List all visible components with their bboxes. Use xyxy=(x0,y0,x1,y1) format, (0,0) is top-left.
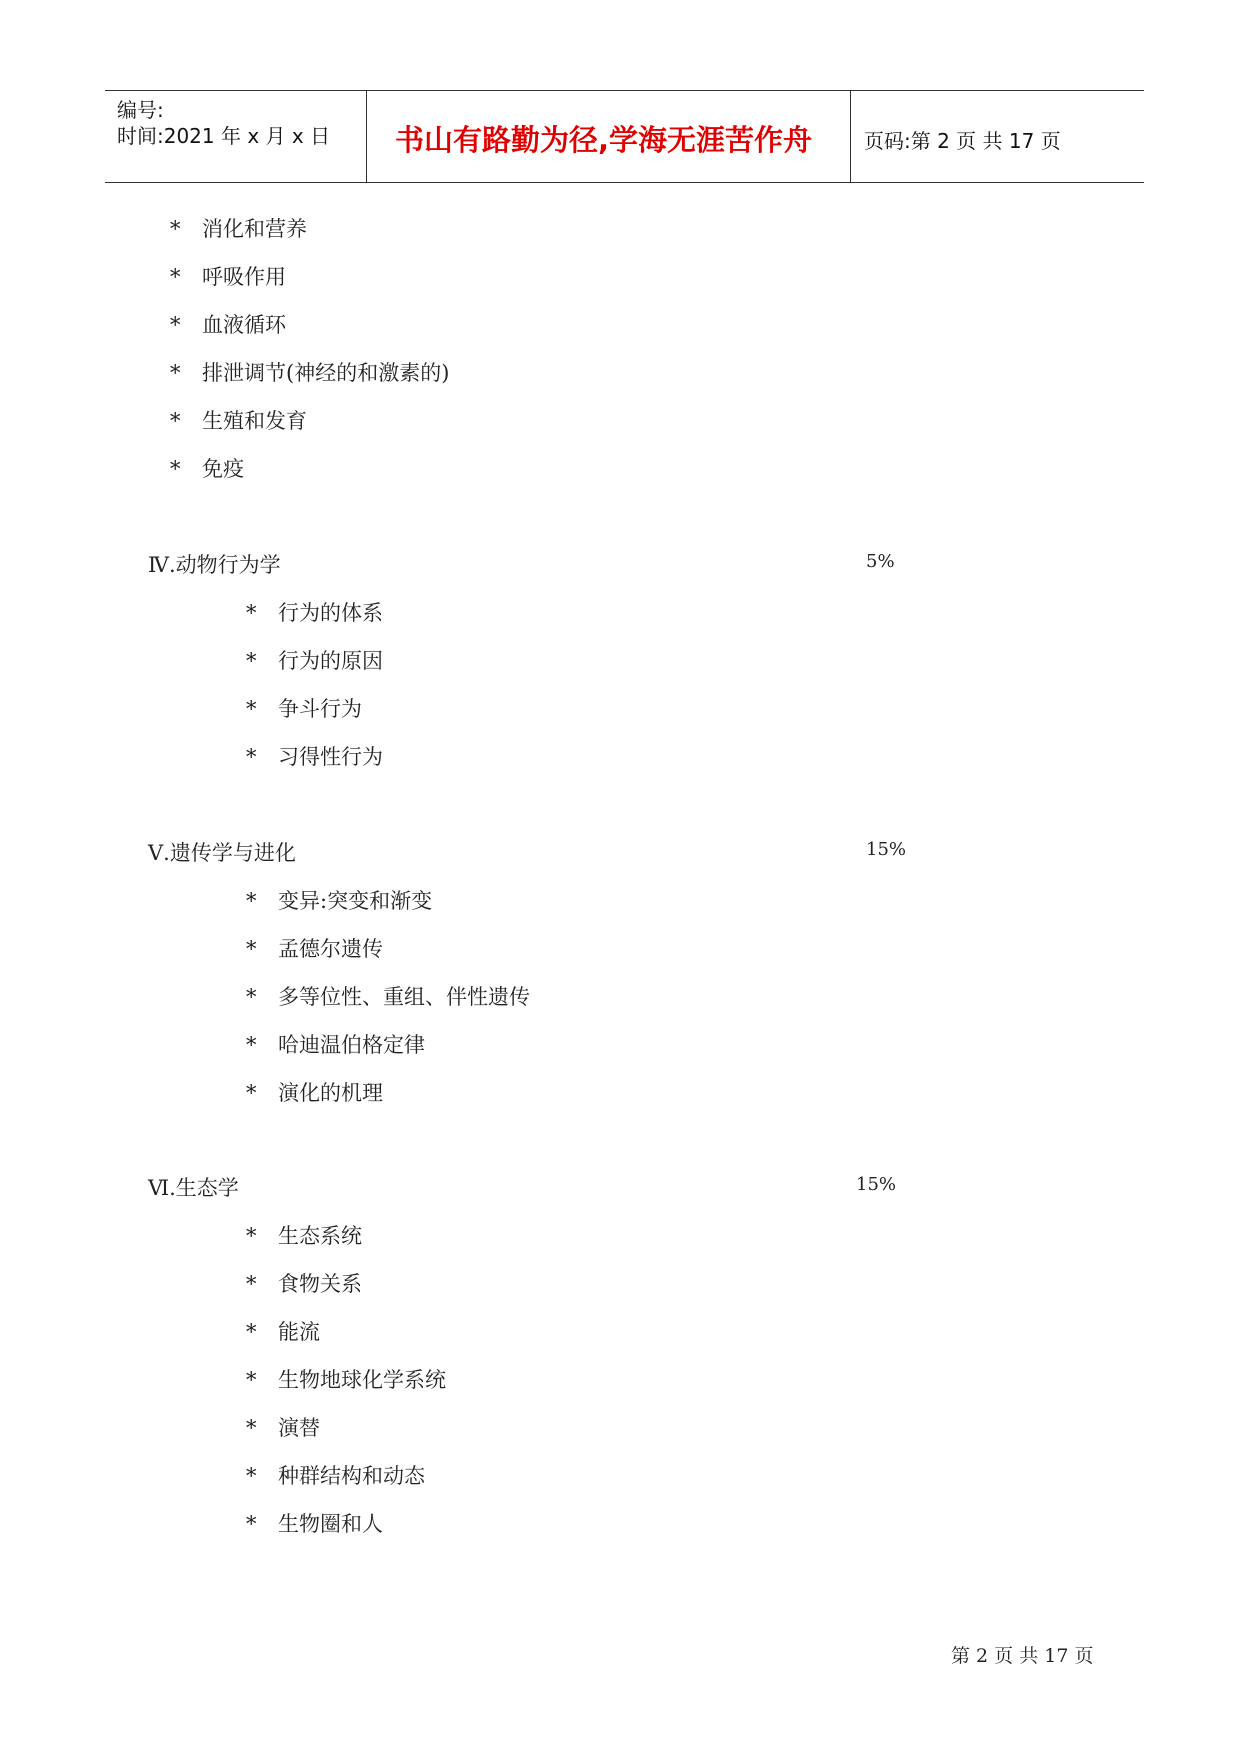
list-item: * 呼吸作用 xyxy=(170,265,286,289)
list-item: * 习得性行为 xyxy=(246,745,383,769)
header-number-label: 编号: xyxy=(117,98,164,122)
list-item: * 排泄调节(神经的和激素的) xyxy=(170,361,450,385)
section-percent: 15% xyxy=(866,839,907,860)
list-item: * 能流 xyxy=(246,1320,320,1344)
list-item: * 哈迪温伯格定律 xyxy=(246,1033,425,1057)
page-footer: 第 2 页 共 17 页 xyxy=(951,1645,1094,1667)
list-item: * 争斗行为 xyxy=(246,697,362,721)
header-divider-right xyxy=(850,90,851,183)
list-item: * 生态系统 xyxy=(246,1224,362,1248)
list-item: * 消化和营养 xyxy=(170,217,307,241)
header-time-label: 时间:2021 年 x 月 x 日 xyxy=(117,124,331,148)
list-item: * 生殖和发育 xyxy=(170,409,307,433)
list-item: * 血液循环 xyxy=(170,313,286,337)
list-item: * 免疫 xyxy=(170,457,244,481)
header-bottom-border xyxy=(105,182,1144,183)
list-item: * 演化的机理 xyxy=(246,1081,383,1105)
section-title: Ⅴ.遗传学与进化 xyxy=(148,841,296,865)
header-divider-left xyxy=(366,90,367,183)
section-percent: 15% xyxy=(856,1174,897,1195)
section-percent: 5% xyxy=(866,551,895,572)
header-motto: 书山有路勤为径,学海无涯苦作舟 xyxy=(395,123,813,157)
header-top-border xyxy=(105,90,1144,91)
list-item: * 演替 xyxy=(246,1416,320,1440)
list-item: * 食物关系 xyxy=(246,1272,362,1296)
list-item: * 生物圈和人 xyxy=(246,1512,383,1536)
list-item: * 行为的体系 xyxy=(246,601,383,625)
list-item: * 多等位性、重组、伴性遗传 xyxy=(246,985,530,1009)
header-page-label: 页码:第 2 页 共 17 页 xyxy=(864,129,1061,153)
list-item: * 孟德尔遗传 xyxy=(246,937,383,961)
list-item: * 生物地球化学系统 xyxy=(246,1368,446,1392)
section-title: Ⅵ.生态学 xyxy=(148,1176,239,1200)
list-item: * 变异:突变和渐变 xyxy=(246,889,433,913)
list-item: * 种群结构和动态 xyxy=(246,1464,425,1488)
list-item: * 行为的原因 xyxy=(246,649,383,673)
section-title: Ⅳ.动物行为学 xyxy=(148,553,281,577)
